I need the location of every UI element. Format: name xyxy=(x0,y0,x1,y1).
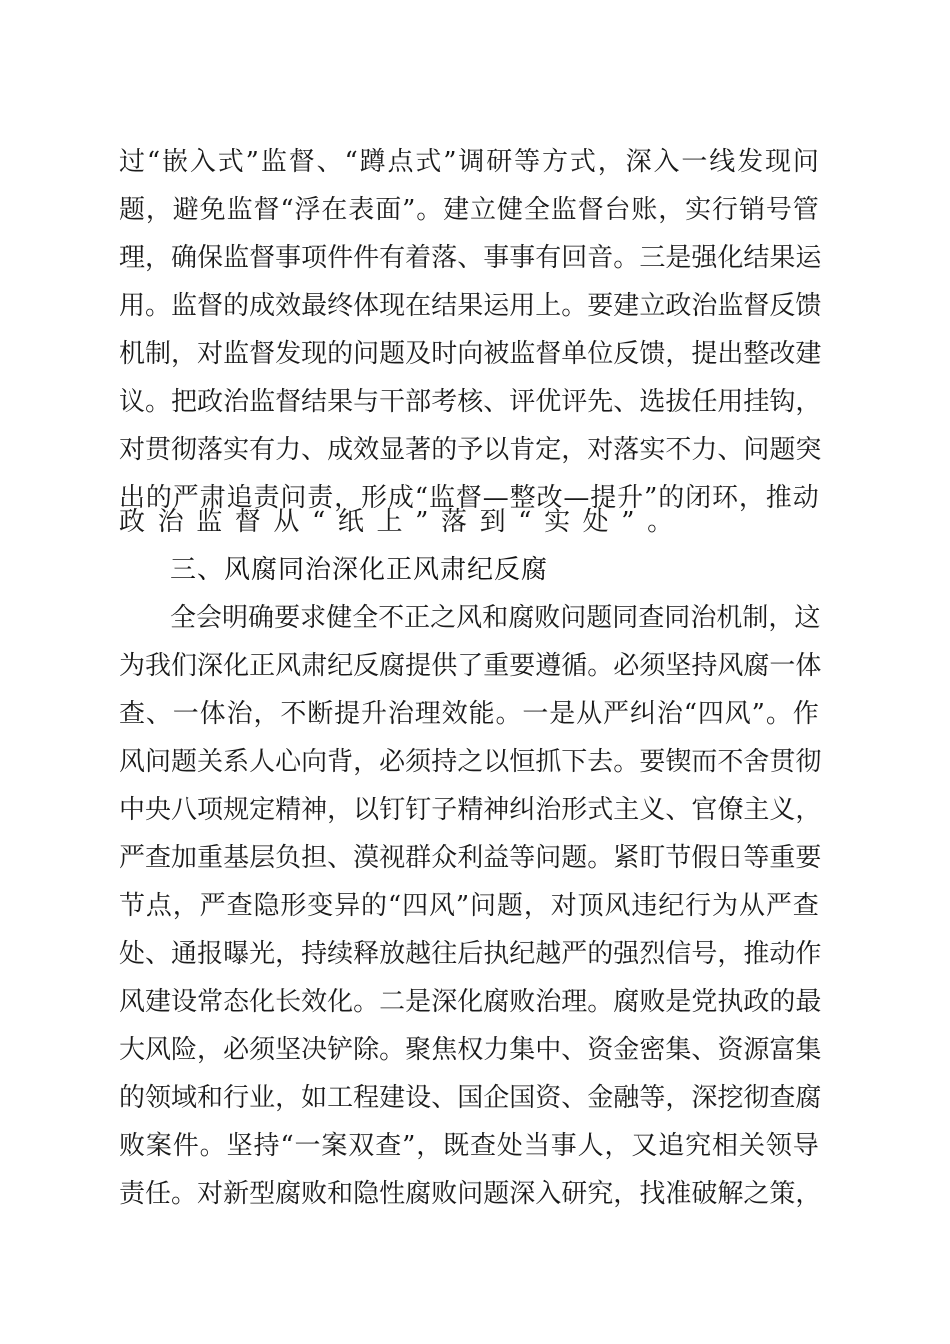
body-text-line: 风 建 设 常 态 化 长 效 化 。 二 是 深 化 腐 败 治 理 。 腐 败 是 党 执 政 的 最 xyxy=(119,987,822,1017)
body-text-line: 处 、 通 报 曝 光 ， 持 续 释 放 越 往 后 执 纪 越 严 的 强 烈 信 号 ， 推 动 作 xyxy=(119,939,822,969)
body-text-line: 大 风 险 ， 必 须 坚 决 铲 除 。 聚 焦 权 力 集 中 、 资 金 密 集 、 资 源 富 集 xyxy=(119,1035,822,1065)
body-text-line: 过 “ 嵌 入 式 ” 监 督 、 “ 蹲 点 式 ” 调 研 等 方 式 ， 深 入 一 线 发 现 问 xyxy=(119,147,819,177)
body-text-line: 理 ， 确 保 监 督 事 项 件 件 有 着 落 、 事 事 有 回 音 。 三 是 强 化 结 果 运 xyxy=(119,243,822,273)
body-text-line: 题 ， 避 免 监 督 “ 浮 在 表 面 ” 。 建 立 健 全 监 督 台 账 ， 实 行 销 号 管 xyxy=(119,195,819,225)
body-text-line: 的 领 域 和 行 业 ， 如 工 程 建 设 、 国 企 国 资 、 金 融 等 ， 深 挖 彻 查 腐 xyxy=(119,1083,822,1113)
body-text-line: 用 。 监 督 的 成 效 最 终 体 现 在 结 果 运 用 上 。 要 建 立 政 治 监 督 反 馈 xyxy=(119,291,822,321)
section-heading: 三、风腐同治深化正风肃纪反腐 xyxy=(170,555,549,585)
body-text-line: 中 央 八 项 规 定 精 神 ， 以 钉 钉 子 精 神 纠 治 形 式 主 义 、 官 僚 主 义 ， xyxy=(119,795,822,825)
body-text-line: 政治监督从“纸上”落到“实处”。 xyxy=(119,507,686,537)
body-text-line: 为 我 们 深 化 正 风 肃 纪 反 腐 提 供 了 重 要 遵 循 。 必 须 坚 持 风 腐 一 体 xyxy=(119,651,822,681)
body-text-line: 责 任 。 对 新 型 腐 败 和 隐 性 腐 败 问 题 深 入 研 究 ， 找 准 破 解 之 策 ， xyxy=(119,1179,822,1209)
body-text-line-placeholder xyxy=(119,1126,819,1166)
body-text-line: 查 、 一 体 治 ， 不 断 提 升 治 理 效 能 。 一 是 从 严 纠 治 “ 四 风 ” 。 作 xyxy=(119,699,819,729)
body-text-line: 严 查 加 重 基 层 负 担 、 漠 视 群 众 利 益 等 问 题 。 紧 盯 节 假 日 等 重 要 xyxy=(119,843,822,873)
body-text-line: 议 。 把 政 治 监 督 结 果 与 干 部 考 核 、 评 优 评 先 、 选 拔 任 用 挂 钩 ， xyxy=(119,387,822,417)
body-text-line: 节 点 ， 严 查 隐 形 变 异 的 “ 四 风 ” 问 题 ， 对 顶 风 违 纪 行 为 从 严 查 xyxy=(119,891,819,921)
body-text-line: 出 的 严 肃 追 责 问 责 ， 形 成 “ 监 督 — 整 改 — 提 升 ” 的 闭 环 ， 推 动 xyxy=(119,483,819,513)
body-text-line: 对 贯 彻 落 实 有 力 、 成 效 显 著 的 予 以 肯 定 ， 对 落 实 不 力 、 问 题 突 xyxy=(119,435,822,465)
body-text-line: 败 案 件 。 坚 持 “ 一 案 双 查 ” ， 既 查 处 当 事 人 ， 又 追 究 相 关 领 导 xyxy=(119,1131,819,1161)
body-text-line: 风 问 题 关 系 人 心 向 背 ， 必 须 持 之 以 恒 抓 下 去 。 要 锲 而 不 舍 贯 彻 xyxy=(119,747,822,777)
body-text-line: 全 会 明 确 要 求 健 全 不 正 之 风 和 腐 败 问 题 同 查 同 治 机 制 ， 这 xyxy=(170,603,821,633)
body-text-line: 机 制 ， 对 监 督 发 现 的 问 题 及 时 向 被 监 督 单 位 反 馈 ， 提 出 整 改 建 xyxy=(119,339,822,369)
